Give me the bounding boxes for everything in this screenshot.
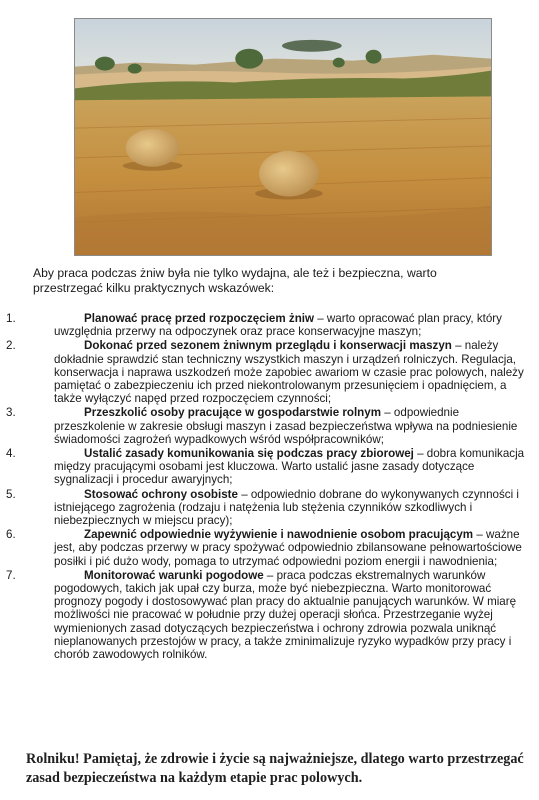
- tip-text: [54, 447, 526, 487]
- tip-item: [6, 339, 526, 405]
- tip-number: 5.: [6, 487, 16, 501]
- tip-body: – dobra komunikacja między pracującymi osobami jest kluczowa. Warto ustalić jasne zasady dotyczące sygnalizacji i procedur awaryjnych;: [54, 447, 525, 487]
- tip-text: [54, 406, 526, 446]
- tip-heading: Ustalić zasady komunikowania się podczas pracy zbiorowej: [84, 447, 414, 461]
- tip-item: [6, 488, 526, 528]
- tip-heading: Przeszkolić osoby pracujące w gospodarstwie rolnym: [84, 406, 382, 420]
- tip-text: [54, 488, 526, 528]
- tip-number: 7.: [6, 568, 16, 582]
- tip-text: [54, 339, 526, 405]
- tip-heading: Stosować ochrony osobiste: [84, 487, 238, 501]
- tip-item: [6, 447, 526, 487]
- safety-tips-list: [6, 312, 526, 661]
- tip-number: 1.: [6, 312, 16, 325]
- tip-heading: Planować pracę przed rozpoczęciem żniw: [84, 312, 315, 325]
- tip-number: 4.: [6, 447, 16, 461]
- tip-text: [54, 569, 526, 661]
- tip-item: [6, 569, 526, 661]
- tip-body: – ważne jest, aby podczas przerwy w pracy spożywać odpowiednio zbilansowane pełnowartościowe posiłki i pić dużo wody, pomaga to utrzymać odpowiedni poziom energii i nawodnienia;: [54, 528, 522, 568]
- tip-body: – praca podczas ekstremalnych warunków pogodowych, takich jak upał czy burza, może być niebezpieczna. Warto monitorować prognozy pogody i dostosowywać plan pracy do aktualnie panujących warunków. W miarę możliwości nie pracować w południe przy dużej operacji słońca. Przestrzeganie wyżej wymienionych zasad dotyczących bezpieczeństwa i ochrony zdrowia pozwala uniknąć nieplanowanych przestojów w pracy, a także zminimalizuje ryzyko wypadków przy pracy i chorób zawodowych rolników.: [54, 568, 517, 662]
- tip-text: [54, 312, 526, 338]
- tip-body: – warto opracować plan pracy, który uwzględnia przerwy na odpoczynek oraz prace konserwacyjne maszyn;: [54, 312, 502, 339]
- tip-body: – należy dokładnie sprawdzić stan techniczny wszystkich maszyn i urządzeń rolniczych. Regulacja, konserwacja i naprawa uszkodzeń może zapobiec awariom w czasie prac polowych, należy pamiętać o zabezpieczeniu ich przed niekontrolowanym przesunięciem i opadnięciem, a także wyłączyć napęd przed rozpoczęciem czynności;: [54, 339, 524, 406]
- tip-number: 3.: [6, 406, 16, 420]
- tip-heading: Monitorować warunki pogodowe: [84, 568, 264, 582]
- tip-item: [6, 312, 526, 338]
- field-photo-illustration: [75, 19, 491, 255]
- tip-heading: Dokonać przed sezonem żniwnym przeglądu i konserwacji maszyn: [84, 339, 452, 353]
- tip-text: [54, 528, 526, 568]
- intro-paragraph: Aby praca podczas żniw była nie tylko wydajna, ale też i bezpieczna, warto przestrzegać kilku praktycznych wskazówek:: [33, 266, 437, 295]
- tip-heading: Zapewnić odpowiednie wyżywienie i nawodnienie osobom pracującym: [84, 528, 474, 542]
- tip-item: [6, 406, 526, 446]
- closing-statement: Rolniku! Pamiętaj, że zdrowie i życie są najważniejsze, dlatego warto przestrzegać zasad bezpieczeństwa na każdym etapie prac polowych.: [26, 751, 524, 786]
- tip-number: 2.: [6, 339, 16, 353]
- tip-body: – odpowiednie przeszkolenie w zakresie obsługi maszyn i zasad bezpieczeństwa wpływa na podniesienie świadomości zagrożeń wypadkowych wśród współpracowników;: [54, 406, 518, 446]
- tip-body: – odpowiednio dobrane do wykonywanych czynności i istniejącego zagrożenia (rodzaju i natężenia lub stężenia czynników szkodliwych i niebezpiecznych w miejscu pracy);: [54, 487, 519, 528]
- tip-number: 6.: [6, 528, 16, 542]
- hay-bales-field-photo: [74, 18, 492, 256]
- tip-item: [6, 528, 526, 568]
